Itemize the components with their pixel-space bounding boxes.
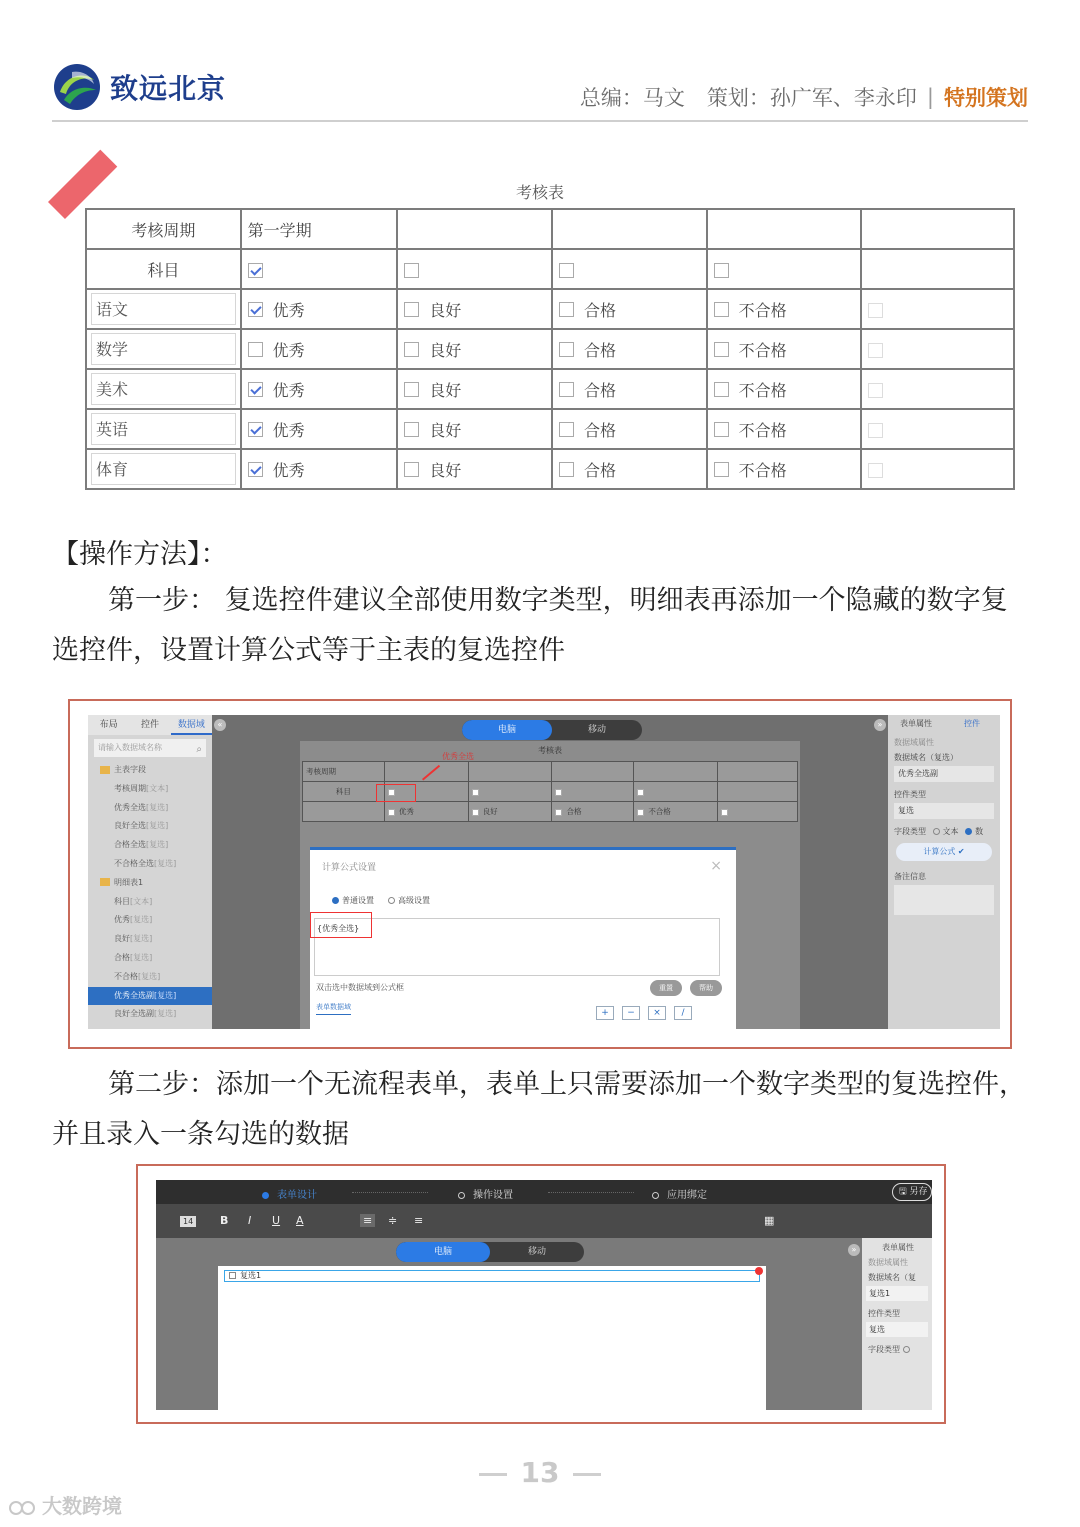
tree-item-label: 良好全选: [114, 821, 146, 831]
save-as-button[interactable]: 🖫 另存: [892, 1183, 932, 1201]
subject-name: 语文: [91, 293, 236, 325]
tree-item-type: [复选]: [130, 952, 153, 962]
formula-value: {优秀全选}: [317, 924, 360, 933]
tree-item-label: 主表字段: [114, 765, 146, 774]
collapse-left-icon[interactable]: «: [214, 719, 226, 731]
right-panel: [888, 715, 1000, 1029]
subject-name: 数学: [91, 333, 236, 365]
option-cell: [552, 449, 707, 489]
table-row: [86, 369, 1014, 409]
option-checkbox[interactable]: [714, 382, 729, 397]
radio-advanced[interactable]: 高级设置: [388, 895, 430, 906]
tree-item[interactable]: [88, 911, 212, 930]
calc-formula-button[interactable]: 计算公式 ✔: [896, 843, 992, 861]
field-type-row: [862, 1340, 932, 1355]
search-placeholder: 请输入数据域名称: [98, 743, 162, 752]
hidden-checkbox-cell: [861, 449, 1014, 489]
formula-highlight-box: [310, 912, 372, 938]
step-form-design[interactable]: 表单设计: [262, 1186, 317, 1201]
empty-cell: [397, 209, 552, 249]
tree-item-type: [复选]: [146, 821, 169, 831]
option-checkbox[interactable]: [714, 422, 729, 437]
field-type-text[interactable]: 文本: [942, 827, 959, 836]
option-checkbox[interactable]: [404, 422, 419, 437]
tree-item-label: 不合格全选: [114, 858, 154, 868]
hidden-checkbox[interactable]: [868, 383, 883, 398]
device-switch: [396, 1242, 584, 1262]
collapse-right-icon[interactable]: »: [874, 719, 886, 731]
option-label: 优秀: [272, 340, 305, 360]
tree-item-label: 优秀: [114, 915, 130, 925]
option-label: 不合格: [738, 380, 787, 400]
subject-name: 英语: [91, 413, 236, 445]
option-checkbox[interactable]: [559, 382, 574, 397]
option-checkbox[interactable]: [559, 342, 574, 357]
credits: [580, 82, 1028, 112]
control-type-select[interactable]: 复选: [894, 803, 994, 819]
grid-option: 良好: [482, 807, 498, 816]
field-search-input[interactable]: [94, 739, 206, 757]
field-type-number[interactable]: 数: [975, 827, 984, 836]
section-label: 数据域属性: [868, 1258, 908, 1267]
option-label: 良好: [429, 460, 462, 480]
option-checkbox[interactable]: [714, 302, 729, 317]
formula-dialog: [310, 847, 736, 1029]
option-checkbox[interactable]: [559, 302, 574, 317]
option-label: 良好: [429, 420, 462, 440]
option-checkbox[interactable]: [559, 422, 574, 437]
search-icon[interactable]: ⌕: [196, 744, 202, 755]
field-label: 复选1: [240, 1271, 262, 1280]
switch-mobile[interactable]: 移动: [587, 725, 606, 735]
highlight-box: [376, 784, 416, 802]
select-all-cell: [552, 249, 707, 289]
option-checkbox[interactable]: [248, 462, 263, 477]
tab-control-properties[interactable]: 控件: [964, 719, 980, 728]
option-checkbox[interactable]: [714, 342, 729, 357]
tree-folder[interactable]: [88, 874, 212, 893]
underline-button[interactable]: U: [272, 1214, 281, 1227]
watermark: [8, 1490, 122, 1519]
select-all-cell: [707, 249, 862, 289]
tree-item-label: 良好全选副: [114, 1009, 154, 1019]
option-checkbox[interactable]: [248, 422, 263, 437]
tree-item-type: [复选]: [146, 840, 169, 850]
subject-cell: [86, 329, 241, 369]
tree-item[interactable]: [88, 893, 212, 912]
notes-input[interactable]: [894, 885, 994, 915]
subject-cell: [86, 289, 241, 329]
divide-button[interactable]: /: [674, 1006, 692, 1020]
tab-controls[interactable]: 控件: [140, 720, 159, 730]
italic-button[interactable]: I: [248, 1214, 252, 1227]
annotation-note: 优秀全选: [442, 752, 474, 761]
step-operation-settings[interactable]: 操作设置: [458, 1186, 513, 1201]
brand-logo: [52, 62, 226, 112]
multiply-button[interactable]: ×: [648, 1006, 666, 1020]
assessment-figure: [52, 156, 1028, 496]
grid-subject-label: 科目: [303, 782, 385, 802]
tree-item-label: 良好: [114, 934, 130, 944]
planner-credit: 策划：孙广军、李永印: [706, 86, 917, 110]
option-cell: [552, 329, 707, 369]
tree-item[interactable]: [88, 930, 212, 949]
special-planning-label: 特别策划: [944, 86, 1028, 110]
tab-form-fields[interactable]: 表单数据域: [316, 1002, 351, 1015]
steps-bar: [156, 1180, 932, 1204]
align-center-icon[interactable]: ≑: [388, 1214, 398, 1227]
tree-item[interactable]: [88, 987, 212, 1006]
grid-option: 合格: [566, 807, 582, 816]
font-color-button[interactable]: A: [296, 1214, 304, 1227]
reset-button[interactable]: 重置: [650, 980, 682, 996]
field-checkbox[interactable]: [229, 1272, 236, 1279]
tab-layout[interactable]: 布局: [99, 720, 118, 730]
option-checkbox[interactable]: [404, 382, 419, 397]
screenshot-formula-settings: [68, 699, 1012, 1049]
control-type-label: 控件类型: [894, 790, 926, 799]
tree-item-type: [复选]: [146, 802, 169, 812]
option-checkbox[interactable]: [404, 342, 419, 357]
empty-cell: [861, 209, 1014, 249]
tree-item-label: 合格全选: [114, 840, 146, 850]
option-cell: [397, 329, 552, 369]
option-cell: [707, 409, 862, 449]
tab-data-fields[interactable]: 数据域: [171, 715, 212, 735]
table-row: [86, 329, 1014, 369]
step-app-binding[interactable]: 应用绑定: [652, 1186, 707, 1201]
table-row: [86, 289, 1014, 329]
option-checkbox[interactable]: [248, 342, 263, 357]
switch-mobile[interactable]: 移动: [527, 1247, 546, 1257]
field-name-label: 数据域名（复: [868, 1273, 916, 1282]
subject-header-row: [86, 249, 1014, 289]
option-label: 优秀: [272, 460, 305, 480]
tree-item[interactable]: [88, 855, 212, 874]
tab-form-properties[interactable]: 表单属性: [900, 719, 932, 728]
option-cell: [397, 369, 552, 409]
option-cell: [707, 329, 862, 369]
align-left-icon[interactable]: ≡: [360, 1214, 375, 1227]
device-switch: [462, 720, 642, 740]
delete-icon[interactable]: [755, 1267, 763, 1275]
field-type-label: 字段类型: [894, 827, 926, 836]
tree-item-label: 不合格: [114, 971, 138, 981]
method-heading: 【操作方法】：: [52, 539, 228, 570]
tree-item-type: [复选]: [154, 990, 177, 1000]
subject-cell: [86, 449, 241, 489]
tree-item-type: [文本]: [146, 783, 169, 793]
tree-item-label: 考核周期: [114, 783, 146, 793]
font-size-select[interactable]: 14: [180, 1216, 196, 1227]
option-label: 合格: [583, 340, 616, 360]
field-name-label: 数据域名（复选）: [894, 753, 958, 762]
tree-item-label: 合格: [114, 952, 130, 962]
switch-desktop[interactable]: 电脑: [462, 720, 552, 740]
field-name-input[interactable]: 优秀全选副: [894, 766, 994, 782]
option-cell: [397, 289, 552, 329]
select-all-cell: [397, 249, 552, 289]
section-label: 数据域属性: [894, 738, 934, 747]
tree-item-type: [复选]: [130, 934, 153, 944]
minus-button[interactable]: −: [622, 1006, 640, 1020]
close-icon[interactable]: ×: [710, 858, 722, 874]
select-all-checkbox[interactable]: [248, 263, 263, 278]
tree-item-type: [文本]: [130, 896, 153, 906]
option-label: 合格: [583, 420, 616, 440]
hidden-checkbox[interactable]: [868, 303, 883, 318]
tree-item-label: 优秀全选副: [114, 990, 154, 1000]
option-cell: [552, 409, 707, 449]
assessment-table: [85, 208, 1015, 490]
select-all-checkbox[interactable]: [404, 263, 419, 278]
field-type-radio[interactable]: [903, 1346, 910, 1353]
option-label: 不合格: [738, 340, 787, 360]
option-cell: [707, 369, 862, 409]
tree-item-type: [复选]: [154, 1009, 177, 1019]
table-row: [86, 449, 1014, 489]
option-cell: [241, 369, 398, 409]
empty-cell: [707, 209, 862, 249]
checkbox-field[interactable]: [224, 1270, 760, 1282]
empty-cell: [552, 209, 707, 249]
option-label: 不合格: [738, 460, 787, 480]
select-all-checkbox[interactable]: [714, 263, 729, 278]
period-row: [86, 209, 1014, 249]
control-type-label: 控件类型: [868, 1309, 900, 1318]
option-label: 不合格: [738, 300, 787, 320]
period-value: 第一学期: [241, 209, 398, 249]
assessment-title: 考核表: [515, 183, 564, 202]
option-label: 优秀: [272, 300, 305, 320]
option-cell: [241, 409, 398, 449]
tree-item-label: 科目: [114, 896, 130, 906]
subject-cell: [86, 369, 241, 409]
empty-cell: [861, 249, 1014, 289]
plus-button[interactable]: +: [596, 1006, 614, 1020]
option-checkbox[interactable]: [714, 462, 729, 477]
tree-item-label: 优秀全选: [114, 802, 146, 812]
form-title: 考核表: [538, 746, 562, 755]
option-label: 良好: [429, 380, 462, 400]
help-button[interactable]: 帮助: [690, 980, 722, 996]
option-label: 优秀: [272, 420, 305, 440]
subject-cell: [86, 409, 241, 449]
option-cell: [241, 449, 398, 489]
page-header: [52, 62, 1028, 122]
field-type-label: 字段类型: [868, 1345, 900, 1354]
subject-label: 科目: [86, 249, 241, 289]
hidden-checkbox[interactable]: [868, 343, 883, 358]
brand-name: 致远北京: [110, 72, 227, 105]
option-checkbox[interactable]: [248, 382, 263, 397]
grid-period-label: 考核周期: [303, 762, 385, 782]
step1-paragraph: 第一步： 复选控件建议全部使用数字类型，明细表再添加一个隐藏的数字复选控件，设置计算公式等于主表的复选控件: [52, 585, 1008, 666]
tree-item[interactable]: [88, 780, 212, 799]
tree-item-type: [复选]: [138, 971, 161, 981]
option-checkbox[interactable]: [404, 462, 419, 477]
hidden-checkbox-cell: [861, 329, 1014, 369]
page-number-value: 13: [520, 1456, 560, 1489]
option-cell: [241, 329, 398, 369]
option-cell: [707, 289, 862, 329]
align-right-icon[interactable]: ≡: [414, 1214, 424, 1227]
divider: |: [926, 85, 934, 109]
step2-paragraph: 第二步：添加一个无流程表单，表单上只需要添加一个数字类型的复选控件，并且录入一条勾选的数据: [52, 1069, 1026, 1150]
tab-form-properties[interactable]: 表单属性: [882, 1243, 914, 1252]
tree-item[interactable]: [88, 968, 212, 987]
period-label: 考核周期: [86, 209, 241, 249]
table-insert-icon[interactable]: ▦: [764, 1214, 775, 1227]
field-name-input[interactable]: 复选1: [866, 1286, 928, 1301]
page-number: [0, 1456, 1080, 1489]
watermark-text: 大数跨境: [42, 1494, 122, 1518]
option-cell: [241, 289, 398, 329]
grid-checkbox[interactable]: [472, 789, 479, 796]
option-checkbox[interactable]: [404, 302, 419, 317]
option-cell: [397, 409, 552, 449]
option-checkbox[interactable]: [248, 302, 263, 317]
collapse-right-icon[interactable]: »: [848, 1244, 860, 1256]
option-cell: [397, 449, 552, 489]
dialog-hint: 双击选中数据域到公式框: [316, 983, 404, 992]
option-cell: [552, 369, 707, 409]
select-all-checkbox[interactable]: [559, 263, 574, 278]
hidden-checkbox-cell: [861, 369, 1014, 409]
option-label: 良好: [429, 340, 462, 360]
hidden-checkbox-cell: [861, 409, 1014, 449]
grid-checkbox[interactable]: [637, 789, 644, 796]
option-label: 不合格: [738, 420, 787, 440]
tree-item[interactable]: [88, 799, 212, 818]
subject-name: 体育: [91, 453, 236, 485]
editor-credit: 总编：马文: [579, 86, 685, 110]
field-tree: [88, 761, 212, 1024]
grid-option: 优秀: [398, 807, 414, 816]
right-panel: [862, 1238, 932, 1410]
hidden-checkbox[interactable]: [868, 423, 883, 438]
control-type-select[interactable]: 复选: [866, 1322, 928, 1337]
tree-item-type: [复选]: [154, 858, 177, 868]
bold-button[interactable]: B: [220, 1214, 229, 1227]
option-label: 优秀: [272, 380, 305, 400]
table-row: [86, 409, 1014, 449]
tree-item-type: [复选]: [130, 915, 153, 925]
tree-item-label: 明细表1: [114, 877, 144, 887]
tree-folder[interactable]: [88, 761, 212, 780]
format-toolbar: [156, 1204, 932, 1238]
select-all-cell: [241, 249, 398, 289]
formula-textarea[interactable]: [314, 918, 720, 976]
dialog-title: 计算公式设置: [322, 863, 377, 873]
hidden-checkbox-cell: [861, 289, 1014, 329]
brand-logo-icon: [52, 62, 102, 112]
left-panel: [88, 715, 212, 1029]
option-checkbox[interactable]: [559, 462, 574, 477]
tree-item[interactable]: [88, 949, 212, 968]
option-label: 合格: [583, 300, 616, 320]
option-label: 良好: [429, 300, 462, 320]
option-cell: [707, 449, 862, 489]
form-canvas: [218, 1266, 766, 1410]
grid-checkbox[interactable]: [555, 789, 562, 796]
option-cell: [552, 289, 707, 329]
subject-name: 美术: [91, 373, 236, 405]
tree-item[interactable]: [88, 836, 212, 855]
tree-item[interactable]: [88, 1005, 212, 1024]
option-label: 合格: [583, 380, 616, 400]
radio-normal[interactable]: 普通设置: [332, 895, 374, 906]
screenshot-form-design: [136, 1164, 946, 1424]
field-type-row: [888, 822, 1000, 837]
grid-option: 不合格: [648, 807, 671, 816]
tree-item[interactable]: [88, 817, 212, 836]
hidden-checkbox[interactable]: [868, 463, 883, 478]
option-label: 合格: [583, 460, 616, 480]
watermark-logo-icon: [8, 1498, 38, 1518]
switch-desktop[interactable]: 电脑: [396, 1242, 490, 1262]
notes-label: 备注信息: [894, 872, 926, 881]
